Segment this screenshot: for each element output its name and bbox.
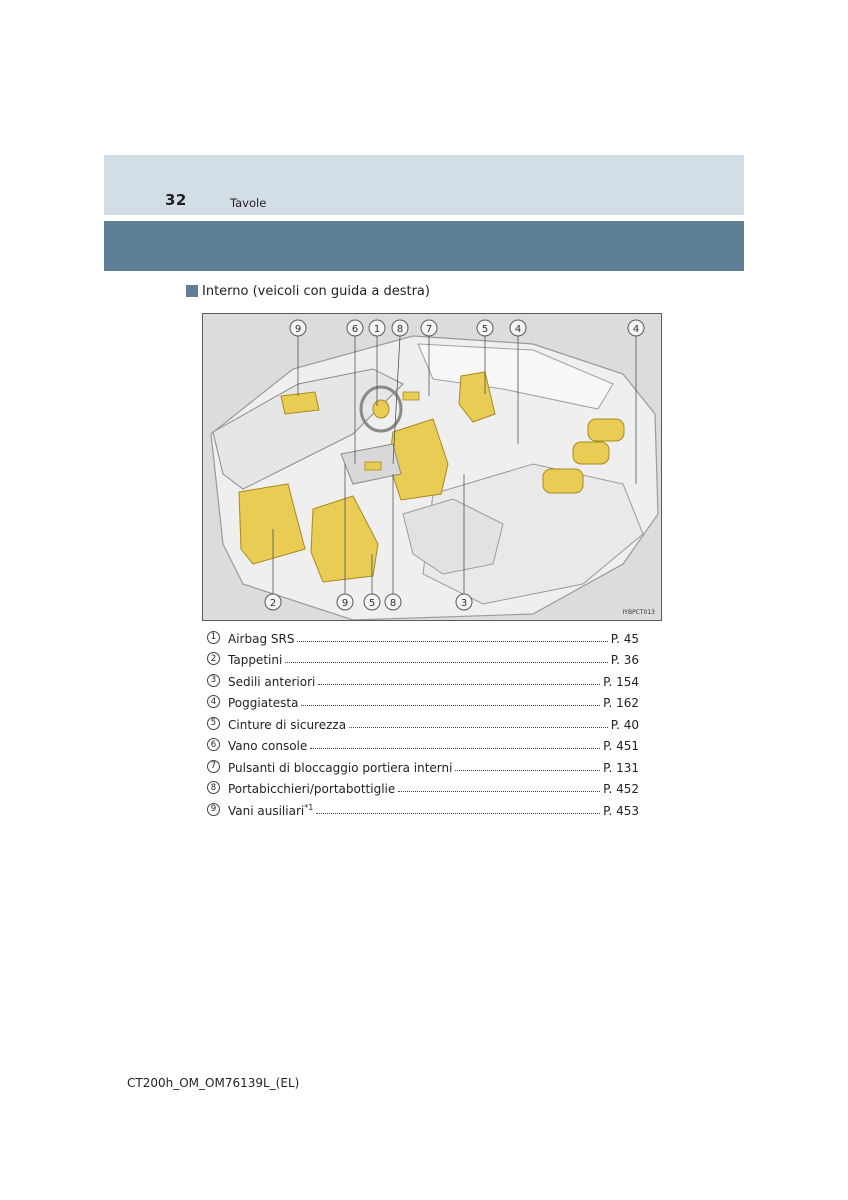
steering-airbag-highlight [373,400,389,418]
svg-text:5: 5 [368,598,376,609]
callout-9-top [290,320,306,336]
callout-legend-list [207,624,639,818]
list-item [207,667,639,689]
auxiliary-box-highlight [281,392,319,414]
footer-document-code: CT200h_OM_OM76139L_(EL) [127,1076,300,1090]
number-badge: 4 [207,695,220,708]
cup-holder-highlight [365,462,381,470]
number-badge: 1 [207,631,220,644]
section-heading [186,283,430,299]
section-title: Tavole [230,196,267,210]
item-label: Airbag SRS [228,631,295,646]
svg-text:1: 1 [373,324,381,335]
number-badge: 5 [207,717,220,730]
number-badge: 6 [207,738,220,751]
number-badge: 7 [207,760,220,773]
svg-text:5: 5 [481,324,489,335]
leader-dots [285,662,607,663]
number-badge: 3 [207,674,220,687]
item-label: Pulsanti di bloccaggio portiera interni [228,760,453,775]
page-reference: P. 162 [603,696,639,710]
rear-headrest-3-highlight [543,469,583,493]
item-label: Poggiatesta [228,696,299,710]
leader-dots [349,727,608,728]
item-label: Cinture di sicurezza [228,717,347,732]
number-badge: 2 [207,652,220,665]
list-item [207,775,639,797]
leader-dots [310,748,600,749]
section-heading-text: Interno (veicoli con guida a destra) [202,283,430,299]
callout-4-right [628,320,644,336]
svg-text:7: 7 [425,324,433,335]
page-reference: P. 45 [610,631,639,646]
svg-text:8: 8 [396,324,404,335]
callout-9-bottom [337,594,353,610]
leader-dots [455,770,600,771]
leader-dots [316,813,600,814]
svg-text:6: 6 [351,324,359,335]
item-label: Sedili anteriori [228,674,316,689]
interior-drawing [203,314,661,620]
page-reference: P. 40 [610,717,639,732]
list-item [207,624,639,646]
callout-7-top [421,320,437,336]
svg-text:2: 2 [269,598,277,609]
rear-headrest-2-highlight [573,442,609,464]
list-item [207,753,639,775]
interior-illustration [202,313,662,621]
page-reference: P. 36 [610,653,639,667]
list-item [207,646,639,668]
list-item [207,796,639,818]
svg-text:3: 3 [460,598,468,609]
list-item [207,689,639,711]
callout-5-bottom [364,594,380,610]
rear-headrest-1-highlight [588,419,624,441]
list-item [207,732,639,754]
leader-dots [398,791,600,792]
door-lock-highlight [403,392,419,400]
item-label: Tappetini [228,653,283,667]
leader-dots [301,705,600,706]
item-label: Vano console [228,739,308,753]
svg-text:9: 9 [341,598,349,609]
callout-2-bottom [265,594,281,610]
number-badge: 8 [207,781,220,794]
callout-5-top [477,320,493,336]
page-reference: P. 451 [603,739,639,753]
leader-dots [297,641,607,642]
number-badge: 9 [207,803,220,816]
item-label: Portabicchieri/portabottiglie [228,782,396,796]
callout-8-top [392,320,408,336]
callout-1-top [369,320,385,336]
callout-3-bottom [456,594,472,610]
page-reference: P. 452 [603,782,639,796]
header-band [104,155,744,215]
svg-text:4: 4 [514,324,522,335]
svg-text:9: 9 [294,324,302,335]
callout-4-top [510,320,526,336]
heading-square-icon [186,285,198,297]
leader-dots [318,684,600,685]
header-dark-band [104,221,744,271]
list-item [207,710,639,732]
callout-8-bottom [385,594,401,610]
page-reference: P. 154 [603,674,639,689]
figure-code: IYBPCT013 [622,609,655,616]
callout-6-top [347,320,363,336]
page-reference: P. 131 [603,760,639,775]
svg-text:4: 4 [632,324,640,335]
page-reference: P. 453 [603,803,639,818]
page-number: 32 [165,191,187,209]
item-label: Vani ausiliari$^{*1}$ [228,802,314,818]
svg-text:8: 8 [389,598,397,609]
